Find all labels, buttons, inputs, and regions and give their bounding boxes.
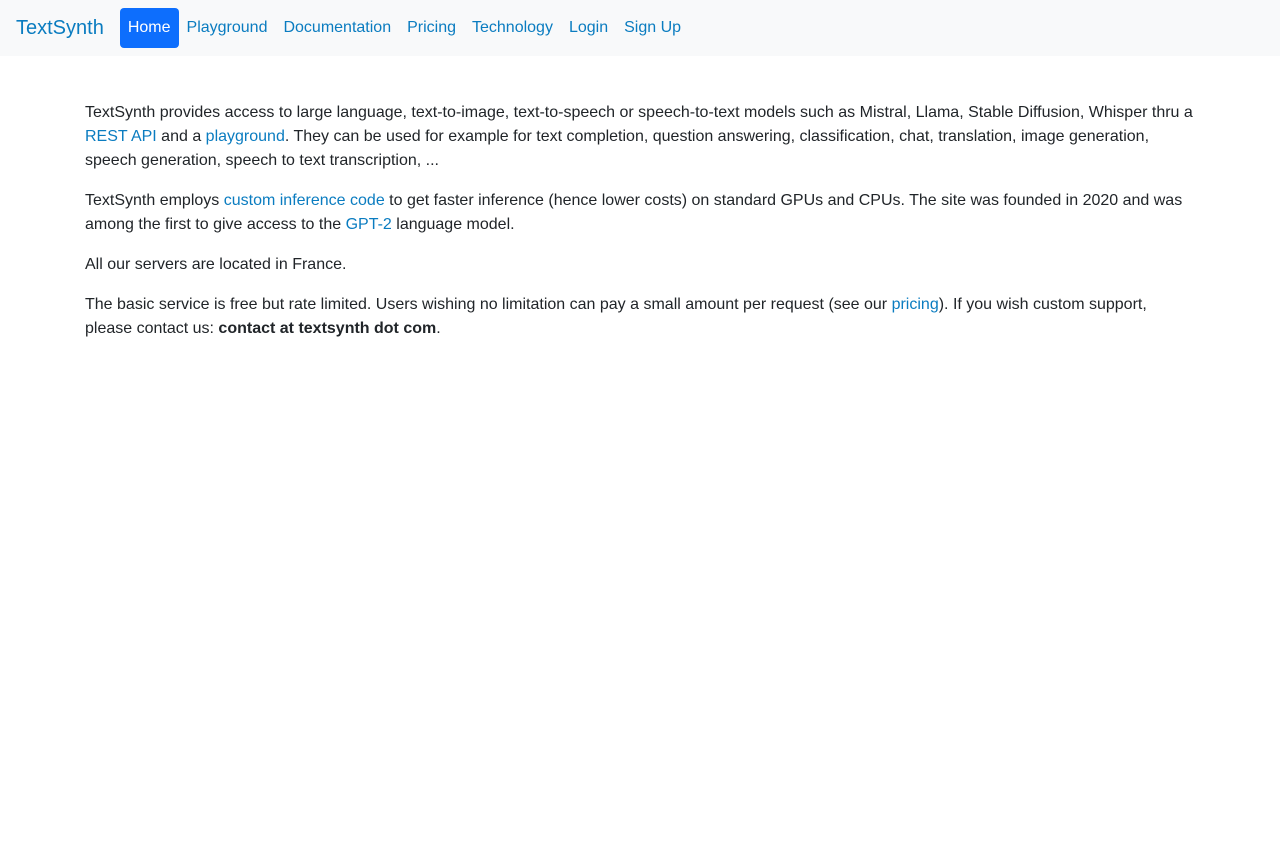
nav-playground[interactable]: Playground [186, 19, 268, 36]
top-navbar [0, 0, 1280, 56]
nav-technology[interactable]: Technology [472, 19, 553, 36]
contact-email: contact at textsynth dot com [218, 320, 437, 337]
inference-text-3: language model. [391, 216, 515, 233]
nav-signup[interactable]: Sign Up [624, 19, 682, 36]
main-content [0, 56, 1280, 341]
pricing-text-3: . [436, 320, 441, 337]
pricing-paragraph [85, 293, 1195, 341]
inference-paragraph [85, 189, 1195, 237]
pricing-link[interactable]: pricing [891, 296, 939, 313]
pricing-text-2: ). If you wish custom support, please contact us: [85, 296, 1147, 337]
nav-login[interactable]: Login [568, 19, 609, 36]
nav-home[interactable]: Home [120, 8, 179, 48]
nav-documentation[interactable]: Documentation [283, 19, 392, 36]
gpt2-link[interactable]: GPT-2 [345, 216, 392, 233]
rest-api-link[interactable]: REST API [85, 128, 157, 145]
brand-logo[interactable]: TextSynth [16, 17, 104, 39]
pricing-text-1: The basic service is free but rate limited. Users wishing no limitation can pay a small amount per request (see our [85, 296, 892, 313]
inference-text-1: TextSynth employs [85, 192, 224, 209]
intro-paragraph [85, 101, 1195, 173]
intro-text-1: TextSynth provides access to large language, text-to-image, text-to-speech or speech-to-text models such as Mistral, Llama, Stable Diffusion, Whisper thru a [85, 104, 1193, 121]
nav-pricing[interactable]: Pricing [407, 19, 456, 36]
playground-link[interactable]: playground [205, 128, 285, 145]
intro-text-3: . They can be used for example for text completion, question answering, classification, chat, translation, image generation, speech generation, speech to text transcription, ... [85, 128, 1150, 169]
intro-text-2: and a [156, 128, 206, 145]
servers-paragraph: All our servers are located in France. [85, 256, 347, 273]
inference-text-2: to get faster inference (hence lower costs) on standard GPUs and CPUs. The site was founded in 2020 and was among the first to give access to the [85, 192, 1183, 233]
nav-menu [120, 8, 689, 48]
custom-inference-link[interactable]: custom inference code [223, 192, 385, 209]
